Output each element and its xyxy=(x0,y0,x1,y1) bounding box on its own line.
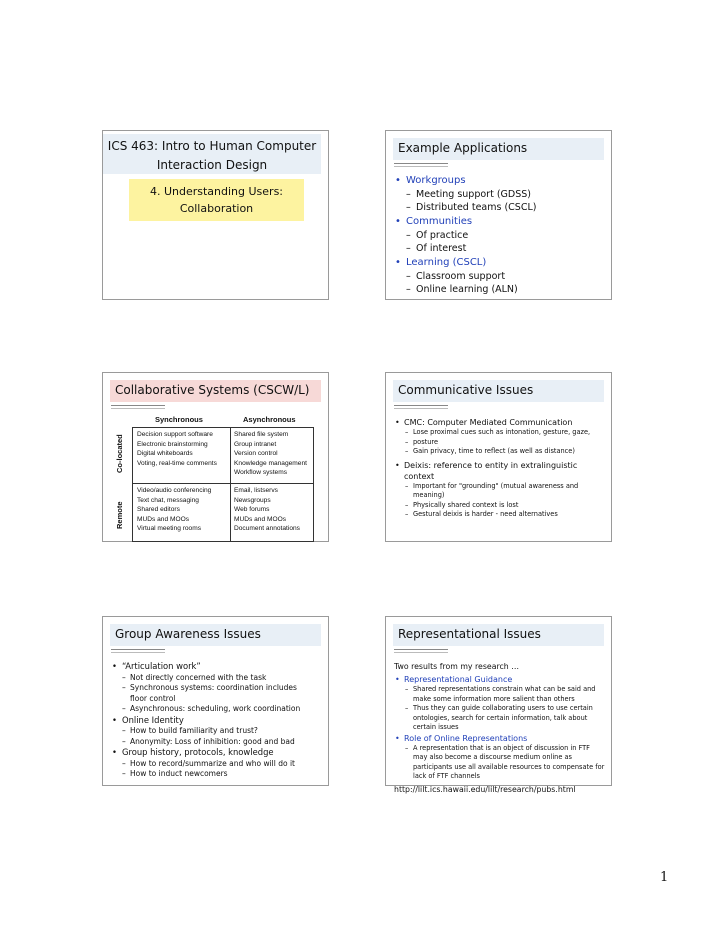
cell-item: MUDs and MOOs xyxy=(137,515,190,523)
lecture-subtitle xyxy=(129,183,304,217)
sub-bullet: – Of interest xyxy=(394,242,609,255)
bullet-list xyxy=(394,173,609,296)
intro-text: Two results from my research … xyxy=(394,662,520,671)
sub-bullet: – Distributed teams (CSCL) xyxy=(394,201,609,214)
course-title xyxy=(103,137,321,175)
cell-item: Newsgroups xyxy=(234,496,271,504)
sub-bullet: – Gestural deixis is harder - need alternatives xyxy=(394,510,609,520)
cell-item: Voting, real-time comments xyxy=(137,459,217,467)
cell-item: Electronic brainstorming xyxy=(137,440,208,448)
cell-item: Digital whiteboards xyxy=(137,450,193,458)
sub-bullet xyxy=(394,685,609,695)
sub-bullet: – Important for "grounding" (mutual awareness and xyxy=(394,482,609,492)
systems-table xyxy=(113,415,316,543)
title-line: ICS 463: Intro to Human Computer xyxy=(107,139,317,153)
cell-item: Group intranet xyxy=(234,440,277,448)
cell-item: Text chat, messaging xyxy=(137,496,199,504)
bullet-list xyxy=(111,661,326,780)
bullet-cont: context xyxy=(404,471,435,481)
col-header-sync: Synchronous xyxy=(155,415,203,424)
sub-bullet: – Gain privacy, time to reflect (as well as distance) xyxy=(394,447,609,457)
sub-bullet: – How to record/summarize and who will do it xyxy=(111,759,326,770)
sub-bullet: – Of practice xyxy=(394,229,609,242)
research-url[interactable]: http://lilt.ics.hawaii.edu/lilt/research/pubs.html xyxy=(394,784,576,794)
subtitle-line: Collaboration xyxy=(179,202,254,215)
page-number: 1 xyxy=(660,870,669,885)
slide-title xyxy=(102,130,329,300)
row-header-colocated: Co-located xyxy=(115,434,124,473)
cell-remote-sync xyxy=(137,486,211,534)
title-rule xyxy=(111,405,165,406)
text: Shared representations constrain what can be said and xyxy=(413,685,596,693)
sub-bullet-cont: certain issues xyxy=(413,723,459,731)
cell-item: Video/audio conferencing xyxy=(137,487,212,494)
title-rule xyxy=(111,408,165,409)
slide-title: Communicative Issues xyxy=(398,383,534,397)
cell-item: Web forums xyxy=(234,506,270,514)
bullet: • Role of Online Representations xyxy=(394,733,609,744)
sub-bullet-cont: participants use all available resources to compensate for xyxy=(413,762,605,771)
slide-representational-issues xyxy=(385,616,612,794)
sub-bullet: – Physically shared context is lost xyxy=(394,501,609,511)
slide-communicative-issues xyxy=(385,372,612,542)
sub-bullet-cont xyxy=(394,438,609,448)
cell-item: Knowledge management xyxy=(234,459,307,467)
cell-item: Document annotations xyxy=(234,525,300,533)
cell-item: Workflow systems xyxy=(234,469,288,477)
cell-item: Version control xyxy=(234,450,278,458)
sub-bullet: – Not directly concerned with the task xyxy=(111,673,326,684)
sub-bullet: – Anonymity: Loss of inhibition: good and bad xyxy=(111,737,326,748)
bullet-list xyxy=(394,661,609,795)
sub-bullet: – How to induct newcomers xyxy=(111,769,326,780)
cell-item: Virtual meeting rooms xyxy=(137,525,202,533)
divider xyxy=(133,483,313,484)
bullet: • CMC: Computer Mediated Communication xyxy=(394,417,609,428)
slide-title: Group Awareness Issues xyxy=(115,627,261,641)
bullet: • Group history, protocols, knowledge xyxy=(111,747,326,759)
divider xyxy=(230,428,231,541)
sub-bullet-cont: ontologies, search for certain information, talk about xyxy=(413,713,588,722)
subtitle-line: 4. Understanding Users: xyxy=(149,185,284,198)
sub-bullet: – Online learning (ALN) xyxy=(394,283,609,296)
title-rule xyxy=(394,405,448,406)
cell-colocated-sync xyxy=(137,430,217,468)
table-grid xyxy=(132,427,314,542)
sub-bullet: – Thus they can guide collaborating users to use certain xyxy=(394,704,609,714)
cell-item: MUDs and MOOs xyxy=(234,515,287,523)
sub-bullet: – How to build familiarity and trust? xyxy=(111,726,326,737)
slide-collaborative-systems xyxy=(102,372,329,542)
cell-item: Shared file system xyxy=(234,431,289,438)
cell-colocated-async xyxy=(234,430,307,478)
bullet: • “Articulation work” xyxy=(111,661,326,673)
title-rule xyxy=(394,408,448,409)
slide-title: Representational Issues xyxy=(398,627,541,641)
title-rule xyxy=(111,652,165,653)
cell-item: Email, listservs xyxy=(234,487,278,494)
row-header-remote: Remote xyxy=(115,501,124,529)
title-rule xyxy=(394,652,448,653)
cell-remote-async xyxy=(234,486,300,534)
sub-bullet: – Classroom support xyxy=(394,270,609,283)
sub-bullet-cont: make some information more salient than others xyxy=(413,694,575,703)
title-rule xyxy=(111,649,165,650)
sub-bullet: – A representation that is an object of discussion in FTF xyxy=(394,744,609,754)
slide-group-awareness xyxy=(102,616,329,786)
slide-example-applications xyxy=(385,130,612,300)
sub-bullet-cont: may also become a discourse medium online as xyxy=(413,753,572,761)
bullet: • Representational Guidance xyxy=(394,674,609,685)
sub-bullet-cont: lack of FTF channels xyxy=(413,772,480,780)
bullet: • Workgroups xyxy=(394,174,609,188)
bullet-list xyxy=(394,417,609,520)
title-rule xyxy=(394,166,448,167)
title-rule xyxy=(394,649,448,650)
col-header-async: Asynchronous xyxy=(243,415,296,424)
slide-title: Example Applications xyxy=(398,141,528,155)
sub-bullet-cont: floor control xyxy=(130,693,176,703)
title-rule xyxy=(394,163,448,164)
sub-bullet-cont: meaning) xyxy=(413,491,445,499)
sub-bullet: – Meeting support (GDSS) xyxy=(394,188,609,201)
text: posture xyxy=(413,437,439,446)
bullet: • Deixis: reference to entity in extralinguistic xyxy=(394,460,609,471)
bullet: • Online Identity xyxy=(111,715,326,727)
sub-bullet: – Synchronous systems: coordination includes xyxy=(111,683,326,694)
slide-title: Collaborative Systems (CSCW/L) xyxy=(115,383,310,397)
sub-bullet: – Asynchronous: scheduling, work coordination xyxy=(111,704,326,715)
sub-bullet: – Lose proximal cues such as intonation, gesture, gaze, xyxy=(394,428,609,438)
cell-item: Shared editors xyxy=(137,506,180,514)
title-line: Interaction Design xyxy=(156,158,268,172)
cell-item: Decision support software xyxy=(137,431,213,438)
bullet: • Learning (CSCL) xyxy=(394,256,609,270)
bullet: • Communities xyxy=(394,215,609,229)
